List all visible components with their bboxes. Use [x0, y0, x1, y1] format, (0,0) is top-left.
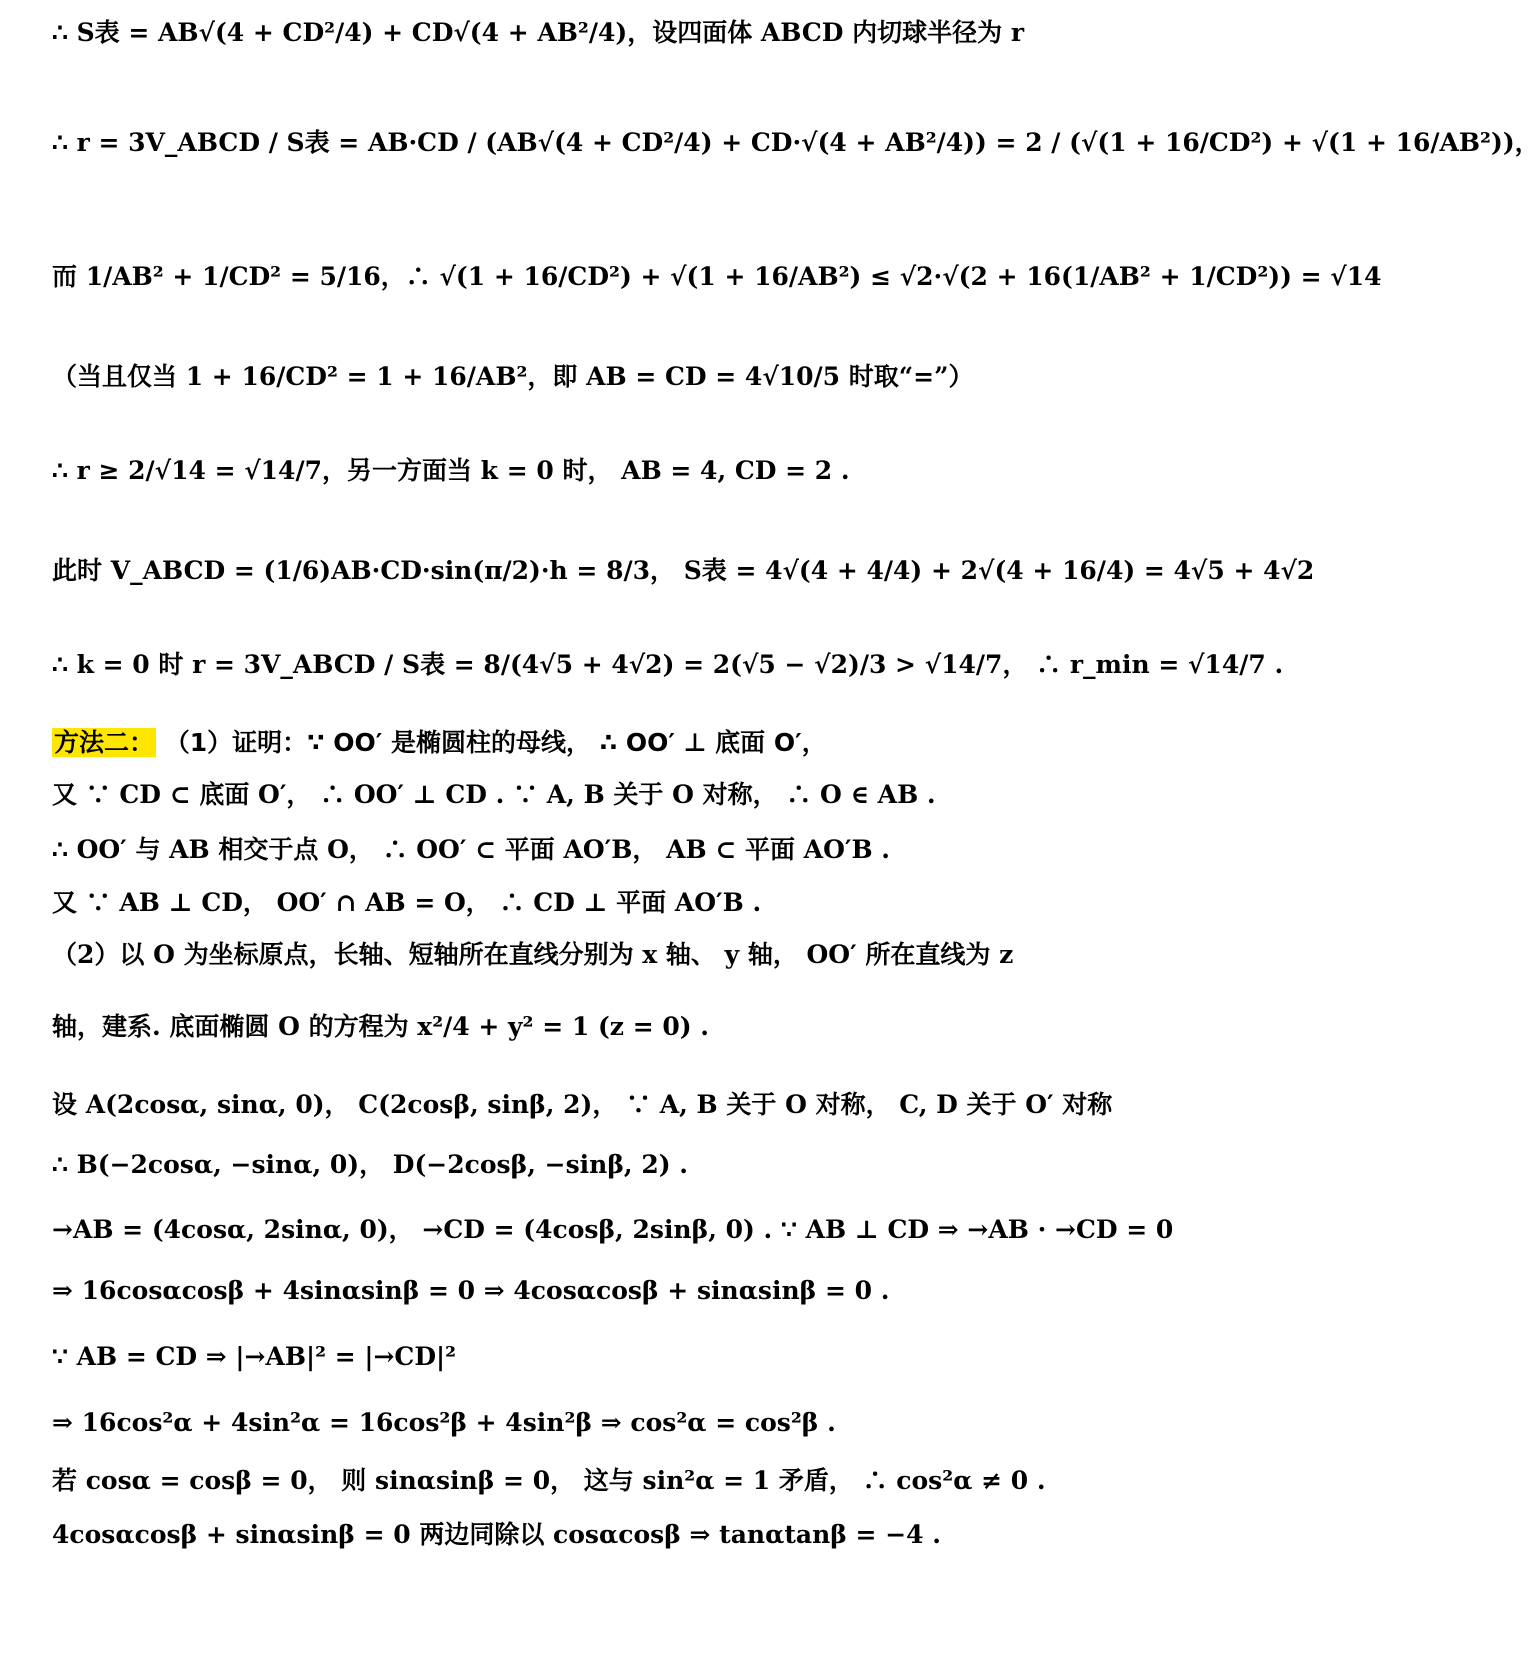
text-line: （当且仅当 1 + 16/CD² = 1 + 16/AB²，即 AB = CD = 4√10/5 时取“=”） [52, 362, 974, 391]
text-line: ∴ B(−2cosα, −sinα, 0)， D(−2cosβ, −sinβ, 2) . [52, 1150, 688, 1179]
text-line: ∴ r = 3V_ABCD / S表 = AB·CD / (AB√(4 + CD²/4) + CD·√(4 + AB²/4)) = 2 / (√(1 + 16/CD²) + √(1 + 16/AB²))， [52, 128, 1540, 157]
text-line: ∴ OO′ 与 AB 相交于点 O， ∴ OO′ ⊂ 平面 AO′B， AB ⊂ 平面 AO′B . [52, 835, 890, 864]
method-two-line [52, 728, 1066, 758]
text-line: 若 cosα = cosβ = 0， 则 sinαsinβ = 0， 这与 sin²α = 1 矛盾， ∴ cos²α ≠ 0 . [52, 1466, 1046, 1495]
text-line: ⇒ 16cosαcosβ + 4sinαsinβ = 0 ⇒ 4cosαcosβ + sinαsinβ = 0 . [52, 1276, 890, 1305]
text-line: ∴ k = 0 时 r = 3V_ABCD / S表 = 8/(4√5 + 4√2) = 2(√5 − √2)/3 > √14/7， ∴ r_min = √14/7 . [52, 650, 1284, 679]
text-line: 设 A(2cosα, sinα, 0)， C(2cosβ, sinβ, 2)， ∵ A, B 关于 O 对称， C, D 关于 O′ 对称 [52, 1090, 1113, 1119]
text-line: 轴，建系. 底面椭圆 O 的方程为 x²/4 + y² = 1 (z = 0) . [52, 1012, 709, 1041]
text-line: （2）以 O 为坐标原点，长轴、短轴所在直线分别为 x 轴、 y 轴， OO′ 所在直线为 z [52, 940, 1014, 969]
text-line: 又 ∵ CD ⊂ 底面 O′， ∴ OO′ ⊥ CD . ∵ A, B 关于 O 对称， ∴ O ∈ AB . [52, 780, 936, 809]
text-line: 此时 V_ABCD = (1/6)AB·CD·sin(π/2)·h = 8/3， S表 = 4√(4 + 4/4) + 2√(4 + 16/4) = 4√5 + 4√2 [52, 556, 1315, 585]
text-line: 又 ∵ AB ⊥ CD， OO′ ∩ AB = O， ∴ CD ⊥ 平面 AO′B . [52, 888, 762, 917]
text-line: （1）证明：∵ OO′ 是椭圆柱的母线， ∴ OO′ ⊥ 底面 O′， [164, 728, 827, 757]
text-line: 4cosαcosβ + sinαsinβ = 0 两边同除以 cosαcosβ ⇒ tanαtanβ = −4 . [52, 1520, 941, 1549]
text-line: ∴ r ≥ 2/√14 = √14/7，另一方面当 k = 0 时， AB = 4, CD = 2 . [52, 456, 850, 485]
text-line: ∵ AB = CD ⇒ |→AB|² = |→CD|² [52, 1342, 457, 1371]
text-line: ∴ S表 = AB√(4 + CD²/4) + CD√(4 + AB²/4)，设四面体 ABCD 内切球半径为 r [52, 18, 1025, 47]
text-line: 而 1/AB² + 1/CD² = 5/16，∴ √(1 + 16/CD²) + √(1 + 16/AB²) ≤ √2·√(2 + 16(1/AB² + 1/CD²)) = √14 [52, 262, 1382, 291]
method-two-label: 方法二： [54, 728, 155, 757]
text-line: →AB = (4cosα, 2sinα, 0)， →CD = (4cosβ, 2sinβ, 0) . ∵ AB ⊥ CD ⇒ →AB · →CD = 0 [52, 1215, 1174, 1244]
text-line: ⇒ 16cos²α + 4sin²α = 16cos²β + 4sin²β ⇒ cos²α = cos²β . [52, 1408, 836, 1437]
